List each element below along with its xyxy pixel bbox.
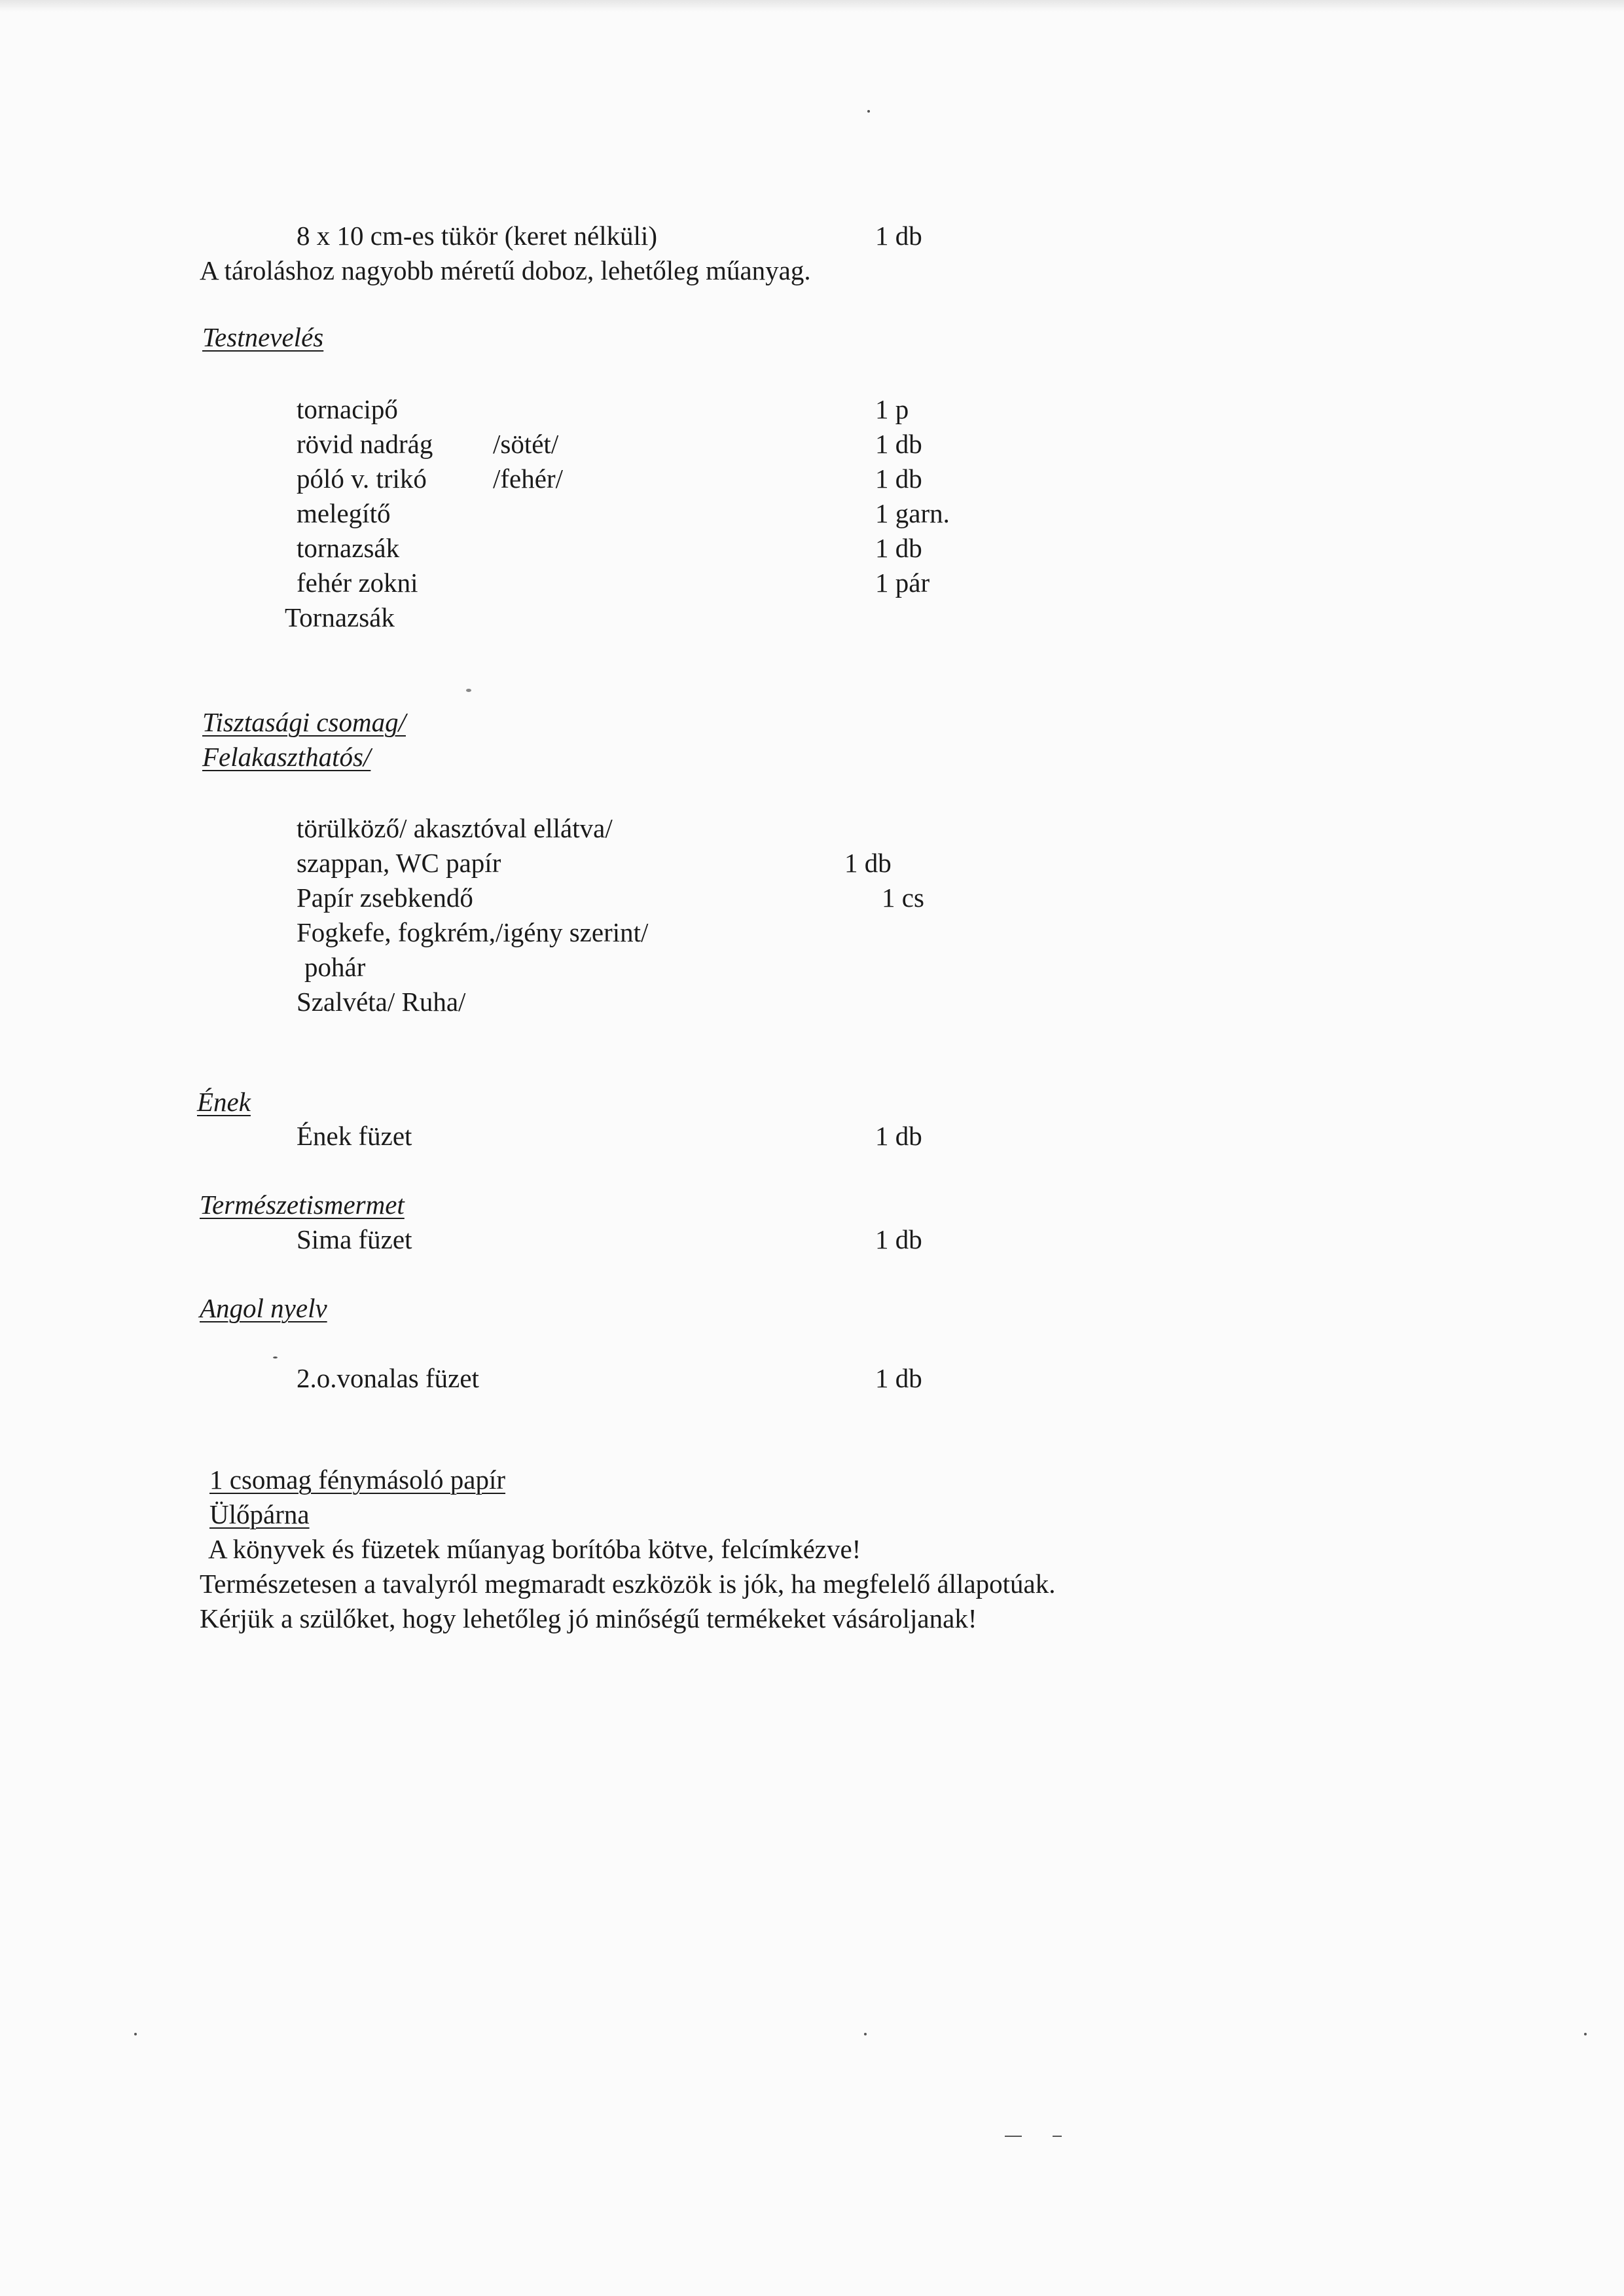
music-item: Ének füzet [297,1121,412,1151]
pe-footer: Tornazsák [285,602,395,632]
pe-item-name: rövid nadrág [297,429,433,459]
pe-item-qty: 1 p [875,394,909,424]
pe-heading: Testnevelés [202,322,324,352]
storage-note: A tároláshoz nagyobb méretű doboz, lehetőleg műanyag. [200,255,811,285]
music-heading: Ének [197,1087,251,1117]
scan-speck [864,2033,867,2035]
pe-item-name: tornacipő [297,394,398,424]
hygiene-item-qty: 1 cs [882,883,924,913]
pe-item-name: póló v. trikó [297,464,427,494]
science-qty: 1 db [875,1224,922,1254]
pe-item-qty: 1 garn. [875,498,950,528]
mirror-item: 8 x 10 cm-es tükör (keret nélküli) [297,221,658,251]
hygiene-item-name: pohár [304,952,366,982]
scan-speck [1005,2136,1022,2137]
english-item: 2.o.vonalas füzet [297,1363,479,1393]
footer-line: Természetesen a tavalyról megmaradt eszközök is jók, ha megfelelő állapotúak. [200,1569,1056,1599]
pe-item-name: fehér zokni [297,568,418,598]
english-qty: 1 db [875,1363,922,1393]
scan-edge-shadow [0,0,1624,12]
pe-item-name: melegítő [297,498,391,528]
hygiene-item-name: Fogkefe, fogkrém,/igény szerint/ [297,917,649,947]
copy-paper-note: 1 csomag fénymásoló papír [209,1465,506,1495]
scan-speck [1053,2136,1062,2137]
hygiene-heading-2: Felakaszthatós/ [202,742,371,772]
pe-item-note: /sötét/ [493,429,559,459]
scan-speck [1584,2033,1587,2035]
footer-line: Kérjük a szülőket, hogy lehetőleg jó minőségű termékeket vásároljanak! [200,1603,977,1633]
english-heading: Angol nyelv [200,1293,327,1323]
scan-speck [134,2033,137,2035]
footer-line: A könyvek és füzetek műanyag borítóba kötve, felcímkézve! [208,1534,861,1564]
hygiene-item-name: szappan, WC papír [297,848,501,878]
scan-speck [867,110,870,113]
pe-item-name: tornazsák [297,533,400,563]
science-item: Sima füzet [297,1224,412,1254]
hygiene-heading-1: Tisztasági csomag/ [202,707,406,737]
cushion-note: Ülőpárna [209,1499,310,1529]
scan-speck [273,1357,278,1358]
pe-item-qty: 1 db [875,533,922,563]
pe-item-qty: 1 pár [875,568,930,598]
science-heading: Természetismermet [200,1190,405,1220]
hygiene-item-qty: 1 db [844,848,892,878]
pe-item-qty: 1 db [875,464,922,494]
hygiene-item-name: Szalvéta/ Ruha/ [297,987,466,1017]
scan-speck [466,689,471,692]
music-qty: 1 db [875,1121,922,1151]
hygiene-item-name: törülköző/ akasztóval ellátva/ [297,813,613,843]
mirror-qty: 1 db [875,221,922,251]
pe-item-qty: 1 db [875,429,922,459]
pe-item-note: /fehér/ [493,464,563,494]
hygiene-item-name: Papír zsebkendő [297,883,473,913]
